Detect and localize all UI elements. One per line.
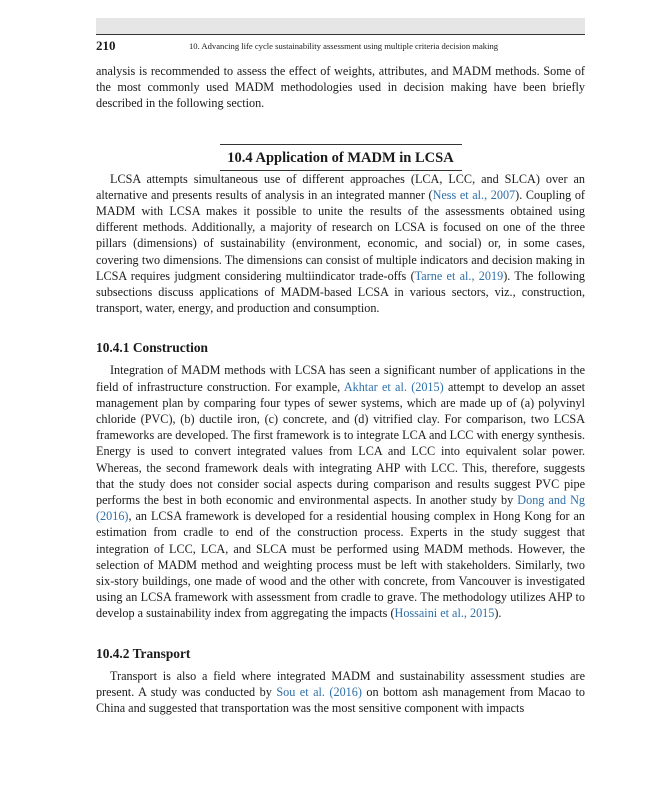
running-title: 10. Advancing life cycle sustainability assessment using multiple criteria decision making [189, 41, 499, 51]
header-rule [96, 34, 585, 35]
text-run: on bottom ash management from Macao to China and suggested that transportation was the most sensitive component with impacts [96, 684, 585, 716]
section-paragraph [96, 171, 585, 317]
citation-link[interactable]: Ness et al., 2007 [432, 187, 516, 202]
header-band [96, 18, 585, 34]
text-run: Transport is also a field where integrated MADM and sustainability assessment studies are present. A study was conducted by [96, 668, 585, 699]
citation-link[interactable]: Dong and Ng (2016) [96, 493, 585, 524]
citation-link[interactable]: Tarne et al., 2019 [414, 268, 504, 283]
text-run: , an LCSA framework is developed for a residential housing complex in Hong Kong for an estimation from cradle to end of the construction process. Experts in the study suggest that integration of LCC, LCA, and SLCA must be performed using MADM methods. However, the selection of MADM method and weighting process must be left with stakeholders. Similarly, two six-story buildings, one made of wood and the other with concrete, from Vancouver is investigated using an LCSA framework with assessment from cradle to grave. The methodology utilizes AHP to develop a sustainability index from aggregating the impacts ( [96, 509, 585, 621]
construction-paragraph [96, 362, 585, 621]
text-run: Integration of MADM methods with LCSA has seen a significant number of applications in the field of infrastructure construction. For example, [96, 363, 585, 394]
section-heading: 10.4 Application of MADM in LCSA [220, 144, 462, 171]
citation-link[interactable]: Akhtar et al. (2015) [343, 379, 444, 394]
text-run: ). Coupling of MADM with LCSA makes it possible to unite the results of the assessments obtained using different methods. Additionally, a majority of research on LCSA is focused on one of the three pillars (dimensions) of sustainability (environment, economic, and social) or, in some cases, covering two dimensions. The dimensions can consist of multiple indicators and decision making in LCSA requires judgment considering multiindicator trade-offs ( [96, 187, 585, 283]
text-run: ). The following subsections discuss applications of MADM-based LCSA in various sectors, viz., construction, transport, water, energy, and production and consumption. [96, 268, 586, 316]
subsection-heading-transport: 10.4.2 Transport [96, 645, 191, 661]
intro-paragraph: analysis is recommended to assess the effect of weights, attributes, and MADM methods. Some of the most commonly used MADM methodologies used in decision making have been briefly described in the following section. [96, 64, 585, 111]
text-run: LCSA attempts simultaneous use of different approaches (LCA, LCC, and SLCA) over an alternative and presents results of analysis in an integrated manner ( [96, 171, 585, 202]
subsection-heading-construction: 10.4.1 Construction [96, 340, 208, 356]
citation-link[interactable]: Sou et al. (2016) [276, 684, 362, 699]
page-body [96, 63, 585, 716]
text-run: attempt to develop an asset management plan by comparing four types of sewer systems, which are made up of (a) polyvinyl chloride (PVC), (b) ductile iron, (c) concrete, and (d) vitrified clay. For comparison, two LCSA frameworks are developed. The first framework is to integrate LCA and LCC with energy synthesis. Energy is used to convert integrated values from LCA and LCC into equivalent solar power. Whereas, the second framework deals with integrating AHP with LCC. This, therefore, suggests that the study does not consider social aspects during comparison and results suggest PVC pipe performs the best in both economic and environmental aspects. In another study by [96, 379, 585, 508]
text-run: ). [494, 606, 502, 621]
page-number: 210 [96, 38, 116, 53]
transport-paragraph [96, 668, 585, 717]
citation-link[interactable]: Hossaini et al., 2015 [394, 606, 495, 621]
